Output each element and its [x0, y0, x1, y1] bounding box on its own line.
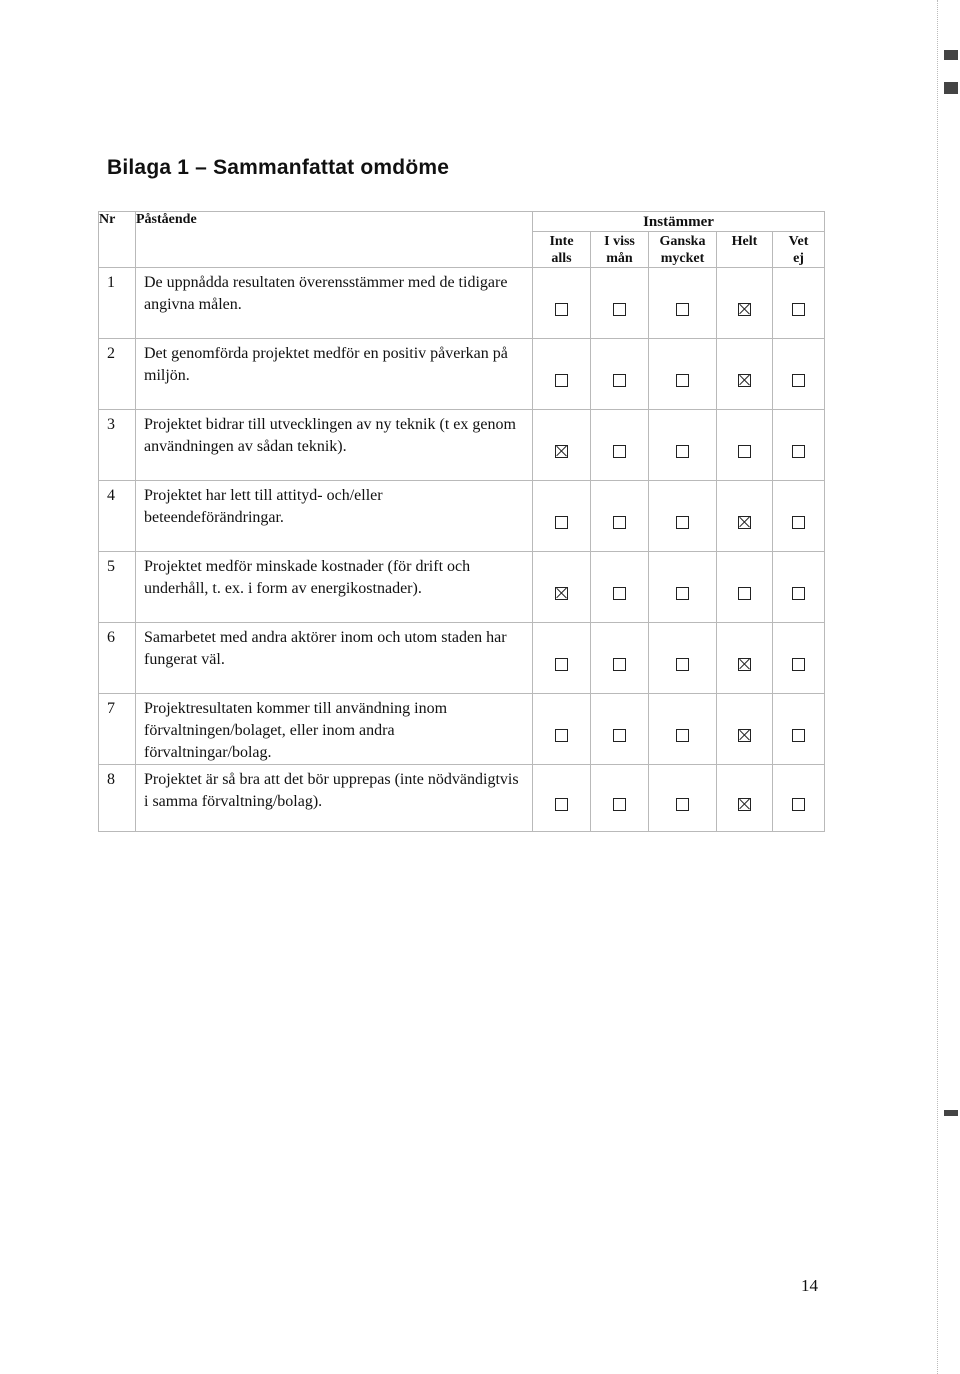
- header-agree-group: Instämmer: [533, 212, 825, 232]
- page-title: Bilaga 1 – Sammanfattat omdöme: [107, 156, 450, 179]
- checkbox-icon[interactable]: [676, 445, 689, 458]
- checkbox-icon[interactable]: [676, 658, 689, 671]
- answer-cell[interactable]: [717, 410, 773, 481]
- answer-cell[interactable]: [717, 694, 773, 765]
- checkbox-icon[interactable]: [613, 303, 626, 316]
- row-number: 1: [99, 268, 136, 339]
- answer-cell[interactable]: [591, 623, 649, 694]
- statement-text: Det genomförda projektet medför en positiv påverkan på miljön.: [136, 339, 533, 410]
- scan-mark: [944, 50, 958, 60]
- checkbox-icon[interactable]: [676, 587, 689, 600]
- scan-mark: [944, 82, 958, 94]
- checkbox-icon[interactable]: [792, 798, 805, 811]
- row-number: 7: [99, 694, 136, 765]
- checkbox-icon[interactable]: [613, 658, 626, 671]
- answer-cell[interactable]: [649, 481, 717, 552]
- checked-checkbox-icon[interactable]: [555, 587, 568, 600]
- checked-checkbox-icon[interactable]: [738, 729, 751, 742]
- answer-cell[interactable]: [649, 339, 717, 410]
- checked-checkbox-icon[interactable]: [738, 516, 751, 529]
- table-row: [99, 623, 825, 694]
- answer-cell[interactable]: [591, 552, 649, 623]
- statement-text: Projektet har lett till attityd- och/eller beteendeförändringar.: [136, 481, 533, 552]
- checkbox-icon[interactable]: [613, 516, 626, 529]
- checkbox-icon[interactable]: [555, 516, 568, 529]
- checkbox-icon[interactable]: [613, 798, 626, 811]
- table-row: [99, 552, 825, 623]
- row-number: 2: [99, 339, 136, 410]
- answer-cell[interactable]: [773, 623, 825, 694]
- checkbox-icon[interactable]: [792, 658, 805, 671]
- table-row: [99, 481, 825, 552]
- header-statement: Påstående: [136, 212, 533, 268]
- page-number: 14: [801, 1276, 818, 1295]
- answer-cell[interactable]: [773, 481, 825, 552]
- answer-cell[interactable]: [717, 552, 773, 623]
- checked-checkbox-icon[interactable]: [738, 658, 751, 671]
- answer-cell[interactable]: [591, 765, 649, 832]
- answer-cell[interactable]: [717, 765, 773, 832]
- row-number: 5: [99, 552, 136, 623]
- checked-checkbox-icon[interactable]: [738, 374, 751, 387]
- answer-cell[interactable]: [533, 552, 591, 623]
- checkbox-icon[interactable]: [613, 729, 626, 742]
- checkbox-icon[interactable]: [738, 587, 751, 600]
- checked-checkbox-icon[interactable]: [738, 798, 751, 811]
- answer-cell[interactable]: [649, 694, 717, 765]
- checked-checkbox-icon[interactable]: [738, 303, 751, 316]
- scan-edge: [937, 0, 960, 1374]
- answer-cell[interactable]: [649, 623, 717, 694]
- checkbox-icon[interactable]: [676, 729, 689, 742]
- statement-text: De uppnådda resultaten överensstämmer med de tidigare angivna målen.: [136, 268, 533, 339]
- answer-cell[interactable]: [717, 268, 773, 339]
- scan-mark: [944, 1110, 958, 1116]
- row-number: 6: [99, 623, 136, 694]
- answer-cell[interactable]: [533, 268, 591, 339]
- checkbox-icon[interactable]: [738, 445, 751, 458]
- statement-text: Projektet bidrar till utvecklingen av ny teknik (t ex genom användningen av sådan teknik).: [136, 410, 533, 481]
- answer-cell[interactable]: [773, 410, 825, 481]
- checkbox-icon[interactable]: [555, 303, 568, 316]
- answer-cell[interactable]: [591, 410, 649, 481]
- answer-cell[interactable]: [773, 339, 825, 410]
- header-option: I viss mån: [591, 232, 649, 268]
- answer-cell[interactable]: [533, 765, 591, 832]
- checkbox-icon[interactable]: [613, 445, 626, 458]
- table-row: [99, 268, 825, 339]
- answer-cell[interactable]: [533, 694, 591, 765]
- answer-cell[interactable]: [591, 481, 649, 552]
- row-number: 3: [99, 410, 136, 481]
- header-nr: Nr: [99, 212, 136, 268]
- answer-cell[interactable]: [773, 765, 825, 832]
- checkbox-icon[interactable]: [555, 729, 568, 742]
- answer-cell[interactable]: [649, 765, 717, 832]
- checkbox-icon[interactable]: [555, 374, 568, 387]
- answer-cell[interactable]: [717, 339, 773, 410]
- table-row: [99, 765, 825, 832]
- checkbox-icon[interactable]: [792, 374, 805, 387]
- answer-cell[interactable]: [649, 268, 717, 339]
- statement-text: Projektresultaten kommer till användning inom förvaltningen/bolaget, eller inom andra förvaltningar/bolag.: [136, 694, 533, 765]
- checkbox-icon[interactable]: [613, 587, 626, 600]
- header-option: Vet ej: [773, 232, 825, 268]
- checkbox-icon[interactable]: [676, 303, 689, 316]
- answer-cell[interactable]: [649, 410, 717, 481]
- checkbox-icon[interactable]: [555, 658, 568, 671]
- checkbox-icon[interactable]: [792, 445, 805, 458]
- header-option: Ganska mycket: [649, 232, 717, 268]
- checked-checkbox-icon[interactable]: [555, 445, 568, 458]
- answer-cell[interactable]: [591, 339, 649, 410]
- table-row: [99, 410, 825, 481]
- answer-cell[interactable]: [591, 694, 649, 765]
- answer-cell[interactable]: [773, 694, 825, 765]
- answer-cell[interactable]: [717, 481, 773, 552]
- answer-cell[interactable]: [717, 623, 773, 694]
- statement-text: Projektet är så bra att det bör upprepas (inte nödvändigtvis i samma förvaltning/bolag).: [136, 765, 533, 832]
- checkbox-icon[interactable]: [792, 587, 805, 600]
- table-row: [99, 339, 825, 410]
- checkbox-icon[interactable]: [792, 516, 805, 529]
- answer-cell[interactable]: [773, 552, 825, 623]
- checkbox-icon[interactable]: [555, 798, 568, 811]
- survey-table: [98, 211, 825, 832]
- checkbox-icon[interactable]: [792, 729, 805, 742]
- checkbox-icon[interactable]: [676, 798, 689, 811]
- answer-cell[interactable]: [773, 268, 825, 339]
- answer-cell[interactable]: [533, 481, 591, 552]
- header-option: Inte alls: [533, 232, 591, 268]
- statement-text: Projektet medför minskade kostnader (för drift och underhåll, t. ex. i form av energikostnader).: [136, 552, 533, 623]
- table-row: [99, 694, 825, 765]
- row-number: 8: [99, 765, 136, 832]
- statement-text: Samarbetet med andra aktörer inom och utom staden har fungerat väl.: [136, 623, 533, 694]
- answer-cell[interactable]: [533, 339, 591, 410]
- checkbox-icon[interactable]: [792, 303, 805, 316]
- answer-cell[interactable]: [533, 623, 591, 694]
- row-number: 4: [99, 481, 136, 552]
- checkbox-icon[interactable]: [676, 516, 689, 529]
- answer-cell[interactable]: [591, 268, 649, 339]
- answer-cell[interactable]: [649, 552, 717, 623]
- answer-cell[interactable]: [533, 410, 591, 481]
- checkbox-icon[interactable]: [613, 374, 626, 387]
- checkbox-icon[interactable]: [676, 374, 689, 387]
- header-option: Helt: [717, 232, 773, 268]
